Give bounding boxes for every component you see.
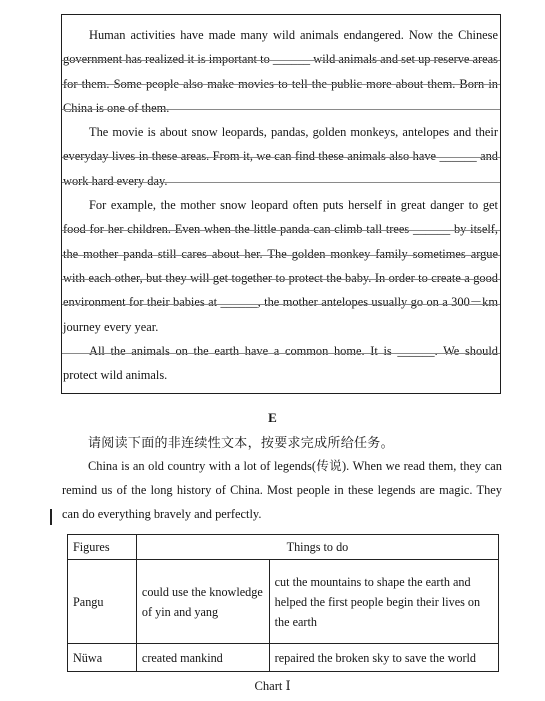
ability-cell: created mankind: [136, 644, 269, 672]
ruled-line: [62, 353, 500, 354]
ruled-line: [62, 157, 500, 158]
figure-cell: Nüwa: [68, 644, 137, 672]
ruled-line: [62, 60, 500, 61]
task-instruction: 请阅读下面的非连续性文本，按要求完成所给任务。: [88, 436, 394, 451]
ability-cell: could use the knowledge of yin and yang: [136, 560, 269, 644]
figures-table: [67, 534, 499, 672]
table-row: [68, 560, 499, 644]
header-things-to-do: Things to do: [136, 535, 498, 560]
table-caption: Chart Ⅰ: [254, 679, 291, 693]
margin-mark: [50, 509, 52, 525]
ruled-line: [62, 230, 500, 231]
reading-passage-box: [61, 14, 501, 394]
legend-figures-table: [67, 534, 499, 672]
passage-paragraph-1: Human activities have made many wild animals endangered. Now the Chinese government has realized it is important to ______ wild animals and set up reserve areas for them. Some people also make movies to tell the public more about them. Born in China is one of them.: [63, 28, 498, 115]
deed-cell: cut the mountains to shape the earth and helped the first people begin their lives on the earth: [269, 560, 498, 644]
deed-cell: repaired the broken sky to save the world: [269, 644, 498, 672]
ruled-line: [62, 109, 500, 110]
ruled-line: [62, 255, 500, 256]
header-figures: Figures: [68, 535, 137, 560]
ruled-line: [62, 279, 500, 280]
ruled-line: [62, 182, 500, 183]
figure-cell: Pangu: [68, 560, 137, 644]
ruled-line: [62, 84, 500, 85]
intro-paragraph: China is an old country with a lot of legends(传说). When we read them, they can remind us of the long history of China. Most people in these legends are magic. They can do everything bravely and perfectly.: [62, 459, 502, 521]
passage-paragraph-4: All the animals on the earth have a common home. It is ______. We should protect wild animals.: [63, 343, 498, 383]
table-row: [68, 644, 499, 672]
passage-paragraph-3: For example, the mother snow leopard often puts herself in great danger to get food for her children. Even when the little panda can climb tall trees ______ by itself, the mother panda still cares about her. The golden monkey family sometimes argue with each other, but they will get together to protect the baby. In order to create a good environment for their babies at ______, the mother antelopes usually go on a 300－km journey every year.: [63, 198, 498, 334]
section-heading-e: E: [268, 410, 277, 425]
table-header-row: [68, 535, 499, 560]
passage-paragraph-2: The movie is about snow leopards, pandas, golden monkeys, antelopes and their everyday lives in these areas. From it, we can find these animals also have ______ and work hard every day.: [63, 125, 498, 188]
ruled-line: [62, 304, 500, 305]
